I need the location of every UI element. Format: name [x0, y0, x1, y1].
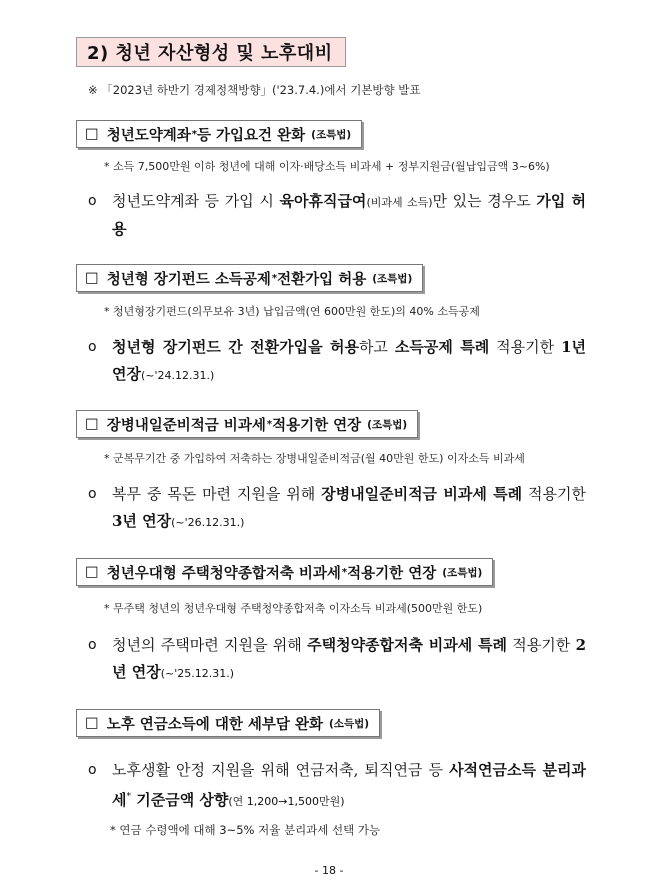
sub-note: * 군복무기간 중 가입하여 저축하는 장병내일준비적금(월 40만원 한도) 이자소득 비과세 — [104, 452, 525, 465]
law-tag: (조특법) — [311, 128, 352, 141]
heading-rest: 등 가입요건 완화 — [196, 127, 306, 144]
bullet-item: o 복무 중 목돈 마련 지원을 위해 장병내일준비적금 비과세 특례 적용기한 3년 연장(~'26.12.31.) — [88, 481, 586, 536]
subsection-heading-soldier-savings — [76, 410, 418, 438]
top-note: ※ 「2023년 하반기 경제정책방향」('23.7.4.)에서 기본방향 발표 — [88, 83, 421, 97]
heading-text: 청년형 장기펀드 소득공제 — [106, 271, 271, 288]
heading-text: 청년우대형 주택청약종합저축 비과세 — [106, 565, 341, 582]
law-tag: (조특법) — [372, 272, 413, 285]
sub-note: * 무주택 청년의 청년우대형 주택청약종합저축 이자소득 비과세(500만원 한도) — [104, 602, 483, 615]
heading-mark: * — [191, 128, 197, 140]
sub-note: * 청년형장기펀드(의무보유 3년) 납입금액(연 600만원 한도)의 40% 소득공제 — [104, 305, 480, 318]
bullet-icon: o — [88, 339, 97, 355]
subsection-heading-housing-subscription — [76, 558, 493, 586]
bottom-note: * 연금 수령액에 대해 3~5% 저율 분리과세 선택 가능 — [110, 823, 381, 837]
heading-rest: 적용기한 연장 — [272, 417, 362, 434]
checkbox-square-icon: □ — [85, 715, 99, 731]
checkbox-square-icon: □ — [85, 270, 99, 286]
subsection-heading-youth-fund — [76, 264, 423, 292]
heading-mark: * — [266, 418, 273, 430]
section-title: 2) 청년 자산형성 및 노후대비 — [76, 37, 346, 67]
sub-note: * 소득 7,500만원 이하 청년에 대해 이자·배당소득 비과세 + 정부지원금(월납입금액 3~6%) — [104, 160, 550, 173]
heading-text: 노후 연금소득에 대한 세부담 완화 — [106, 716, 323, 733]
bullet-item: o 청년도약계좌 등 가입 시 육아휴직급여(비과세 소득)만 있는 경우도 가입 허용 — [88, 188, 586, 243]
law-tag: (소득법) — [329, 717, 370, 730]
heading-mark: * — [341, 566, 348, 578]
subsection-heading-youth-leap-account — [76, 120, 362, 148]
page-number: - 18 - — [314, 864, 344, 877]
bullet-item: o 청년의 주택마련 지원을 위해 주택청약종합저축 비과세 특례 적용기한 2년 연장(~'25.12.31.) — [88, 632, 586, 687]
bullet-icon: o — [88, 193, 97, 209]
heading-rest: 전환가입 허용 — [277, 271, 367, 288]
bullet-item: o 청년형 장기펀드 간 전환가입을 허용하고 소득공제 특례 적용기한 1년 연장(~'24.12.31.) — [88, 334, 586, 389]
subsection-heading-pension-tax — [76, 709, 380, 737]
checkbox-square-icon: □ — [85, 126, 99, 142]
heading-mark: * — [271, 272, 278, 284]
heading-text: 청년도약계좌 — [106, 127, 191, 144]
bullet-item: o 노후생활 안정 지원을 위해 연금저축, 퇴직연금 등 사적연금소득 분리과세* 기준금액 상향(연 1,200→1,500만원) — [88, 757, 586, 815]
law-tag: (조특법) — [367, 418, 408, 431]
bullet-icon: o — [88, 486, 97, 502]
heading-text: 장병내일준비적금 비과세 — [106, 417, 266, 434]
bullet-icon: o — [88, 762, 97, 778]
checkbox-square-icon: □ — [85, 416, 99, 432]
heading-rest: 적용기한 연장 — [347, 565, 437, 582]
bullet-icon: o — [88, 637, 97, 653]
checkbox-square-icon: □ — [85, 564, 99, 580]
law-tag: (조특법) — [442, 566, 483, 579]
